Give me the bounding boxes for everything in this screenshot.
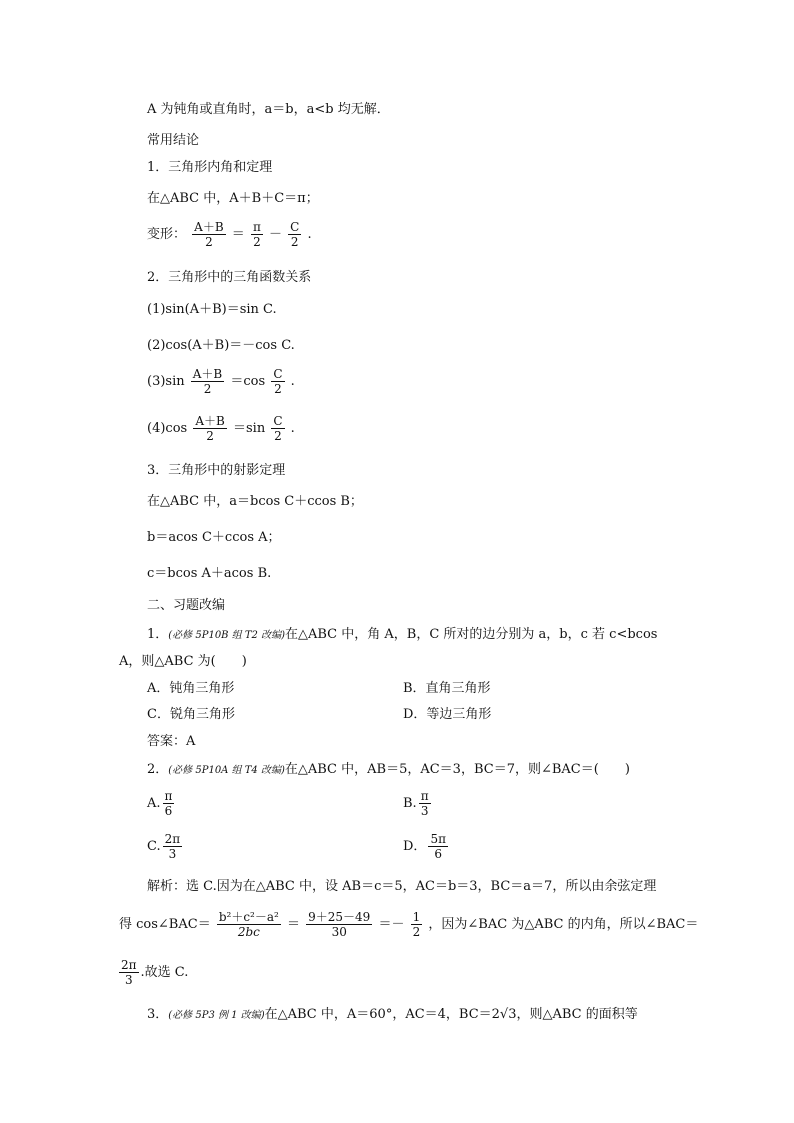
question-2-solution-line-1: 解析：选 C.因为在△ABC 中，设 AB＝c＝5，AC＝b＝3，BC＝a＝7，所以由余弦定理 bbox=[147, 879, 657, 894]
question-1-source-tag: (必修 5P10B 组 T2 改编) bbox=[168, 630, 285, 641]
trig-relation-4: (4)cos $\frac{A+B}{2}$ ＝sin $\frac{C}{2}$ . bbox=[147, 414, 295, 443]
question-2-option-c: C. $\frac{2\pi}{3}$ bbox=[147, 832, 181, 861]
trig-relation-3: (3)sin $\frac{A+B}{2}$ ＝cos $\frac{C}{2}$ . bbox=[147, 367, 295, 396]
trig-relation-2: (2)cos(A＋B)＝－cos C. bbox=[147, 338, 295, 353]
question-2-option-b: B. $\frac{\pi}{3}$ bbox=[403, 789, 429, 818]
trig-relation-1: (1)sin(A＋B)＝sin C. bbox=[147, 302, 277, 317]
fraction-numeric: $\frac{9+25-49}{30}$ bbox=[308, 910, 371, 939]
transform-formula: 变形： $\frac{A+B}{2}$ ＝ $\frac{\pi}{2}$ － $\frac{C}{2}$ . bbox=[147, 220, 312, 249]
question-1-option-c: C．锐角三角形 bbox=[147, 707, 235, 722]
fraction-a-plus-b-over-2: $\frac{A+B}{2}$ bbox=[194, 220, 224, 249]
question-2-solution-line-3: $\frac{2\pi}{3}$ .故选 C. bbox=[121, 958, 189, 987]
question-1-option-b: B．直角三角形 bbox=[403, 681, 491, 696]
projection-formula-a: 在△ABC 中，a＝bcos C＋ccos B； bbox=[147, 494, 363, 509]
question-2-option-d: D． $\frac{5\pi}{6}$ bbox=[403, 832, 446, 861]
question-2-line-1: 2．(必修 5P10A 组 T4 改编)在△ABC 中，AB＝5，AC＝3，BC＝7，则∠BAC＝( ) bbox=[147, 762, 630, 777]
question-2-source-tag: (必修 5P10A 组 T4 改编) bbox=[168, 765, 285, 776]
fraction-one-half: $\frac{1}{2}$ bbox=[412, 910, 421, 939]
fraction-a-plus-b-over-2: $\frac{A+B}{2}$ bbox=[195, 414, 225, 443]
fraction-a-plus-b-over-2: $\frac{A+B}{2}$ bbox=[192, 367, 223, 396]
projection-formula-c: c＝bcos A＋acos B. bbox=[147, 566, 272, 581]
projection-formula-b: b＝acos C＋ccos A； bbox=[147, 530, 281, 545]
fraction-c-over-2: $\frac{C}{2}$ bbox=[290, 220, 300, 249]
question-3-source-tag: (必修 5P3 例 1 改编) bbox=[168, 1010, 265, 1021]
question-1-option-d: D．等边三角形 bbox=[403, 707, 492, 722]
angle-sum-formula: 在△ABC 中，A＋B＋C＝π； bbox=[147, 191, 319, 206]
question-1-option-a: A．钝角三角形 bbox=[147, 681, 235, 696]
fraction-c-over-2: $\frac{C}{2}$ bbox=[273, 367, 283, 396]
question-2-option-a: A. $\frac{\pi}{6}$ bbox=[147, 789, 173, 818]
transform-prefix: 变形： bbox=[147, 227, 187, 242]
heading-trig-relations: 2．三角形中的三角函数关系 bbox=[147, 270, 312, 285]
fraction-pi-over-2: $\frac{\pi}{2}$ bbox=[252, 220, 261, 249]
question-2-solution-line-2: 得 cos∠BAC＝ $\frac{\text{b²＋c²－a²}}{2bc}$ ＝ $\frac{9+25-49}{30}$ ＝－ $\frac{1}{2}$ ，因为∠BAC 为△ABC 的内角，所以∠BAC＝ bbox=[119, 910, 699, 939]
question-3-line-1: 3．(必修 5P3 例 1 改编)在△ABC 中，A＝60°，AC＝4，BC＝2√3，则△ABC 的面积等 bbox=[147, 1007, 638, 1022]
heading-exercise-adaptation: 二、习题改编 bbox=[147, 598, 226, 613]
fraction-c-over-2: $\frac{C}{2}$ bbox=[273, 414, 283, 443]
heading-angle-sum-theorem: 1．三角形内角和定理 bbox=[147, 160, 273, 175]
heading-projection-theorem: 3．三角形中的射影定理 bbox=[147, 463, 286, 478]
heading-common-conclusions: 常用结论 bbox=[147, 133, 200, 148]
question-1-line-2: A，则△ABC 为( ) bbox=[119, 654, 247, 669]
question-1-answer: 答案：A bbox=[147, 734, 196, 749]
fraction-cosine-law: $\frac{\text{b²＋c²－a²}}{2bc}$ bbox=[218, 910, 279, 939]
fraction-2pi-over-3: $\frac{2\pi}{3}$ bbox=[121, 958, 137, 987]
question-1-line-1: 1．(必修 5P10B 组 T2 改编)在△ABC 中，角 A，B，C 所对的边分别为 a，b，c 若 c<bcos bbox=[147, 627, 658, 642]
text-line-condition: A 为钝角或直角时，a＝b，a<b 均无解． bbox=[147, 102, 390, 117]
